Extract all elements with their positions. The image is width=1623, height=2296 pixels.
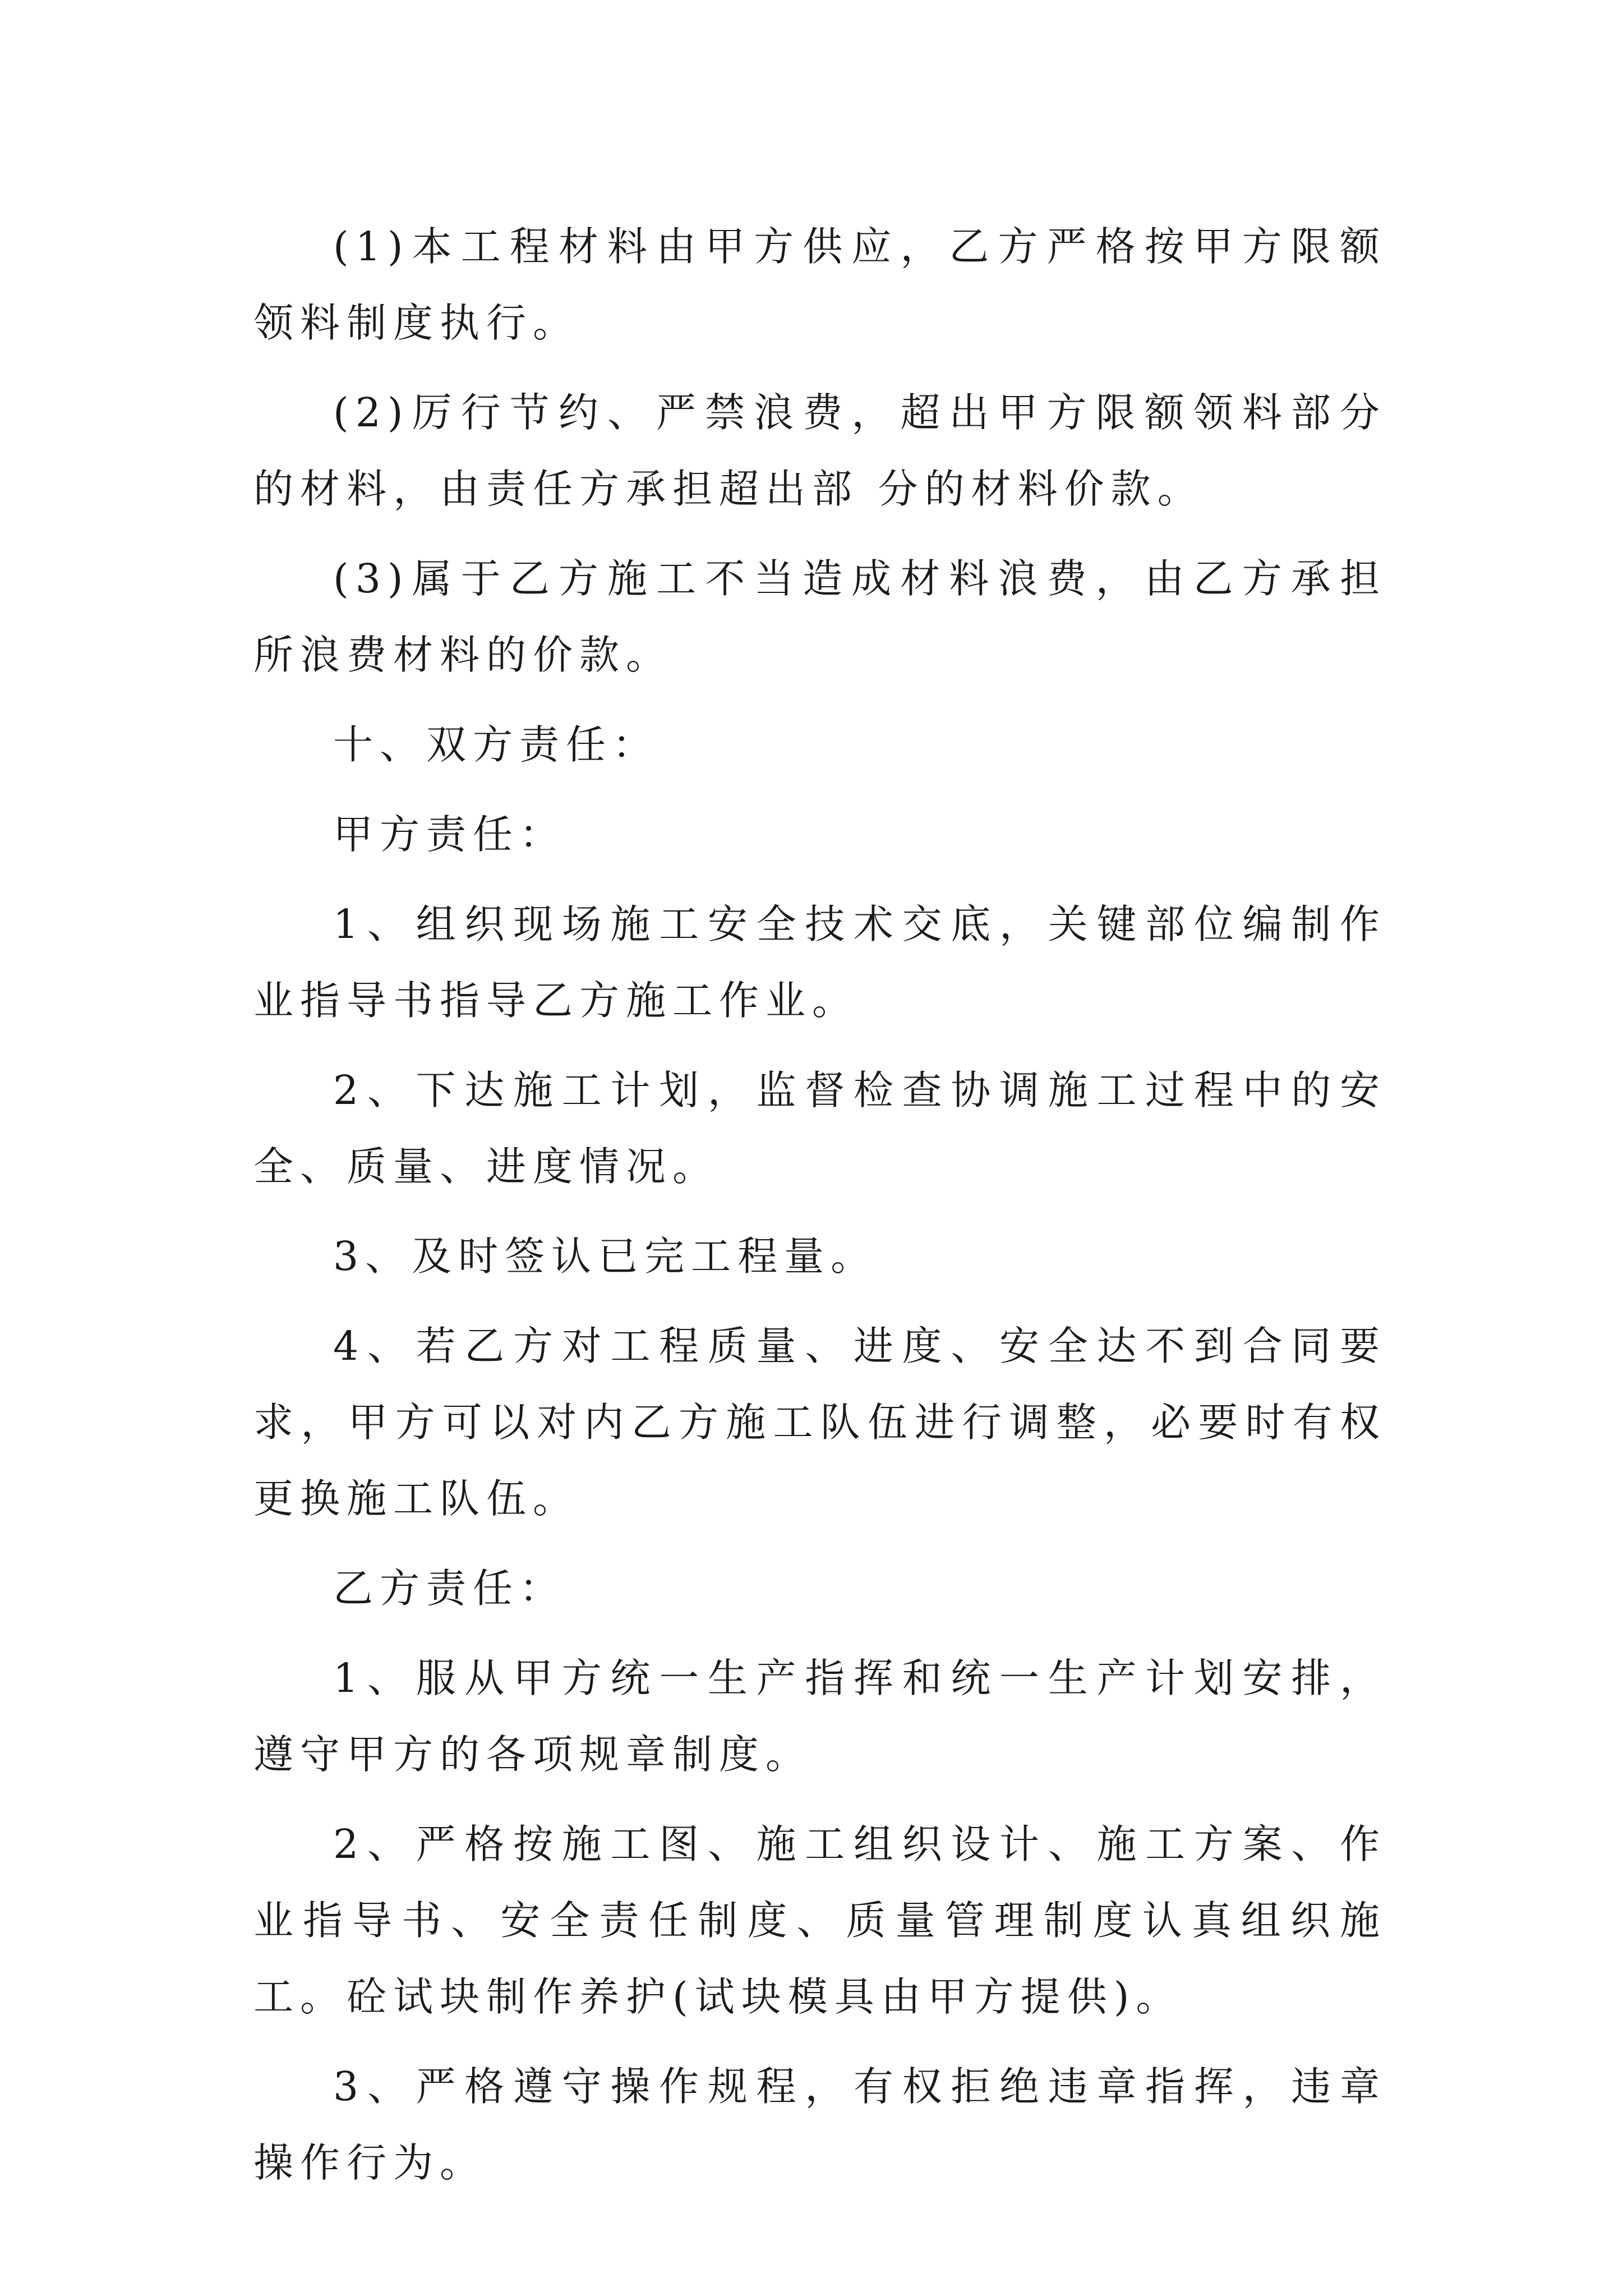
party-a-item-4: 4、若乙方对工程质量、进度、安全达不到合同要求，甲方可以对内乙方施工队伍进行调整，必要时有权更换施工队伍。	[253, 1323, 1386, 1522]
section-heading-responsibilities: 十、双方责任：	[333, 721, 660, 768]
clause-material-saving: (2)厉行节约、严禁浪费，超出甲方限额领料部分的材料，由责任方承担超出部 分的材料价款。	[253, 389, 1386, 512]
party-a-item-2: 2、下达施工计划，监督检查协调施工过程中的安全、质量、进度情况。	[253, 1067, 1386, 1190]
clause-material-waste: (3)属于乙方施工不当造成材料浪费，由乙方承担所浪费材料的价款。	[253, 555, 1386, 678]
party-b-item-2: 2、严格按施工图、施工组织设计、施工方案、作业指导书、安全责任制度、质量管理制度认真组织施工。砼试块制作养护(试块模具由甲方提供)。	[253, 1821, 1386, 2020]
clause-material-supply: (1)本工程材料由甲方供应，乙方严格按甲方限额领料制度执行。	[253, 223, 1386, 346]
party-a-heading: 甲方责任：	[333, 811, 566, 858]
party-a-item-3: 3、及时签认已完工程量。	[333, 1233, 878, 1280]
party-b-item-1: 1、服从甲方统一生产指挥和统一生产计划安排，遵守甲方的各项规章制度。	[253, 1655, 1386, 1778]
party-b-item-3: 3、严格遵守操作规程，有权拒绝违章指挥，违章操作行为。	[253, 2063, 1386, 2186]
document-body	[253, 209, 1386, 2215]
party-b-heading: 乙方责任：	[333, 1565, 566, 1612]
party-a-item-1: 1、组织现场施工安全技术交底，关键部位编制作业指导书指导乙方施工作业。	[253, 901, 1386, 1024]
